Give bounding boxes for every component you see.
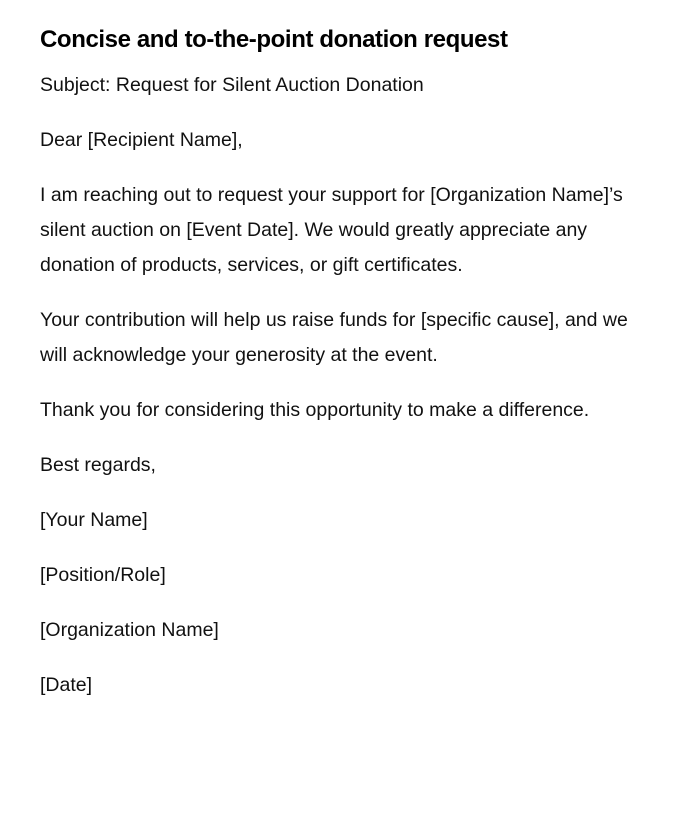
- page-title: Concise and to-the-point donation request: [40, 26, 508, 53]
- body-paragraph-contribution: Your contribution will help us raise funds for [specific cause], and we will acknowledge your generosity at the event.: [40, 309, 628, 366]
- letter-content: [40, 0, 650, 703]
- signature-position: [Position/Role]: [40, 564, 166, 586]
- signature-organization: [Organization Name]: [40, 619, 219, 641]
- salutation: Dear [Recipient Name],: [40, 129, 243, 151]
- signature-name: [Your Name]: [40, 509, 148, 531]
- body-paragraph-thanks: Thank you for considering this opportunity to make a difference.: [40, 399, 590, 421]
- closing: Best regards,: [40, 454, 156, 476]
- body-paragraph-request: I am reaching out to request your support for [Organization Name]’s silent auction on [Event Date]. We would greatly appreciate any donation of products, services, or gift certificates.: [40, 184, 623, 276]
- subject-line: Subject: Request for Silent Auction Donation: [40, 74, 424, 96]
- signature-date: [Date]: [40, 674, 93, 696]
